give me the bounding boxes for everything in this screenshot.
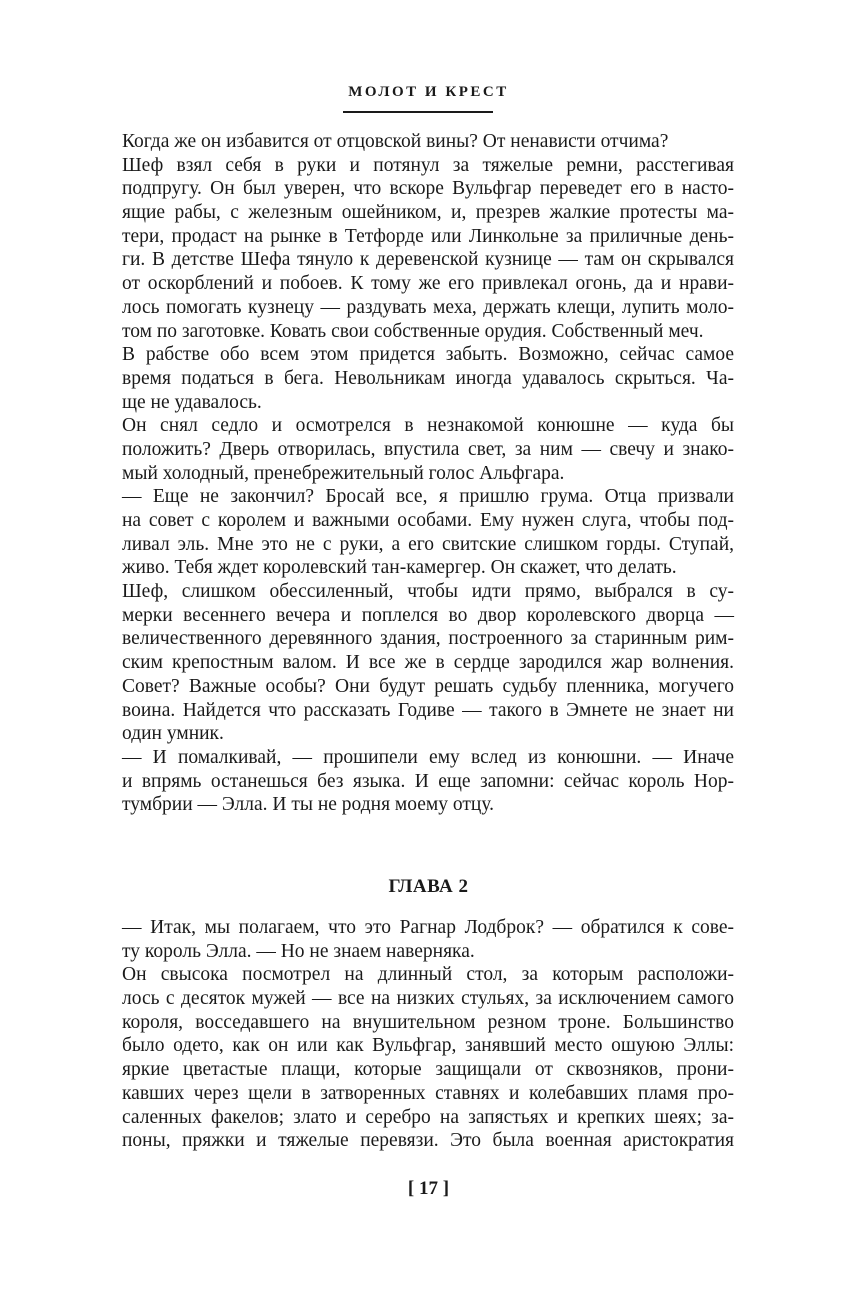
text-line: Совет? Важные особы? Они будут решать судьбу пленника, могучего bbox=[122, 675, 734, 697]
paragraph bbox=[122, 746, 734, 817]
text-line: — Еще не закончил? Бросай все, я пришлю грума. Отца призвали bbox=[122, 486, 734, 508]
text-line: В рабстве обо всем этом придется забыть. Возможно, сейчас самое bbox=[122, 344, 734, 366]
paragraph bbox=[122, 414, 734, 485]
text-line: мерки весеннего вечера и поплелся во двор королевского дворца — bbox=[122, 604, 734, 626]
chapter-title: ГЛАВА 2 bbox=[388, 876, 469, 897]
text-line: было одето, как он или как Вульфгар, занявший место ошуюю Эллы: bbox=[122, 1035, 734, 1057]
text-line: ги. В детстве Шефа тянуло к деревенской кузнице — там он скрывался bbox=[122, 249, 734, 271]
text-line: ту король Элла. — Но не знаем наверняка. bbox=[122, 940, 475, 962]
text-line: Он снял седло и осмотрелся в незнакомой конюшне — куда бы bbox=[122, 415, 734, 437]
paragraph bbox=[122, 485, 734, 580]
paragraph bbox=[122, 154, 734, 344]
text-line: Он свысока посмотрел на длинный стол, за которым расположи- bbox=[122, 964, 734, 986]
paragraph bbox=[122, 963, 734, 1153]
text-line: лось с десяток мужей — все на низких стульях, за исключением самого bbox=[122, 988, 734, 1010]
text-line: поны, пряжки и тяжелые перевязи. Это была военная аристократия bbox=[122, 1130, 734, 1152]
text-line: — И помалкивай, — прошипели ему вслед из конюшни. — Иначе bbox=[122, 746, 734, 768]
text-line: ящие рабы, с железным ошейником, и, презрев жалкие протесты ма- bbox=[122, 202, 734, 224]
text-line: том по заготовке. Ковать свои собственные орудия. Собственный меч. bbox=[122, 320, 704, 342]
text-line: ще не удавалось. bbox=[122, 391, 262, 413]
paragraph bbox=[122, 130, 734, 154]
text-line: ливал эль. Мне это не с руки, а его свитские слишком горды. Ступай, bbox=[122, 533, 734, 555]
text-block-before-chapter bbox=[122, 130, 734, 817]
page-number: [ 17 ] bbox=[407, 1178, 450, 1199]
paragraph bbox=[122, 580, 734, 746]
text-line: саленных факелов; злато и серебро на запястьях и крепких шеях; за- bbox=[122, 1106, 734, 1128]
text-line: Шеф, слишком обессиленный, чтобы идти прямо, выбрался в су- bbox=[122, 581, 734, 603]
text-line: Шеф взял себя в руки и потянул за тяжелые ремни, расстегивая bbox=[122, 154, 734, 176]
text-line: живо. Тебя ждет королевский тан-камергер. Он скажет, что делать. bbox=[122, 557, 677, 579]
text-line: лось помогать кузнецу — раздувать меха, держать клещи, лупить моло- bbox=[122, 296, 734, 318]
text-line: мый холодный, пренебрежительный голос Альфгара. bbox=[122, 462, 565, 484]
text-line: на совет с королем и важными особами. Ему нужен слуга, чтобы под- bbox=[122, 510, 734, 531]
text-line: яркие цветастые плащи, которые защищали от сквозняков, прони- bbox=[122, 1059, 734, 1081]
text-line: от оскорблений и побоев. К тому же его привлекал огонь, да и нрави- bbox=[122, 273, 734, 295]
paragraph bbox=[122, 343, 734, 414]
text-line: величественного деревянного здания, построенного за старинным рим- bbox=[122, 628, 734, 650]
text-line: воина. Найдется что рассказать Годиве — такого в Эмнете не знает ни bbox=[122, 699, 734, 721]
text-line: — Итак, мы полагаем, что это Рагнар Лодброк? — обратился к сове- bbox=[122, 917, 734, 938]
text-line: один умник. bbox=[122, 723, 224, 745]
text-line: подпругу. Он был уверен, что вскоре Вульфгар переведет его в насто- bbox=[122, 178, 734, 200]
text-line: и впрямь останешься без языка. И еще запомни: сейчас король Нор- bbox=[122, 770, 734, 792]
head-rule bbox=[343, 111, 493, 113]
running-head: МОЛОТ И КРЕСТ bbox=[348, 84, 509, 100]
text-line: тумбрии — Элла. И ты не родня моему отцу. bbox=[122, 794, 495, 816]
text-line: тери, продаст на рынке в Тетфорде или Линкольне за приличные день- bbox=[122, 225, 734, 247]
text-line: время податься в бега. Невольникам иногда удавалось скрыться. Ча- bbox=[122, 367, 734, 389]
text-line: короля, восседавшего на внушительном резном троне. Большинство bbox=[122, 1011, 734, 1033]
text-block-after-chapter bbox=[122, 916, 734, 1153]
text-line: положить? Дверь отворилась, впустила свет, за ним — свечу и знако- bbox=[122, 438, 734, 460]
paragraph bbox=[122, 916, 734, 963]
text-line: Когда же он избавится от отцовской вины? От ненависти отчима? bbox=[122, 131, 669, 152]
text-line: кавших через щели в затворенных ставнях и колебавших пламя про- bbox=[122, 1082, 734, 1104]
text-line: ским крепостным валом. И все же в сердце зародился жар волнения. bbox=[122, 652, 734, 674]
